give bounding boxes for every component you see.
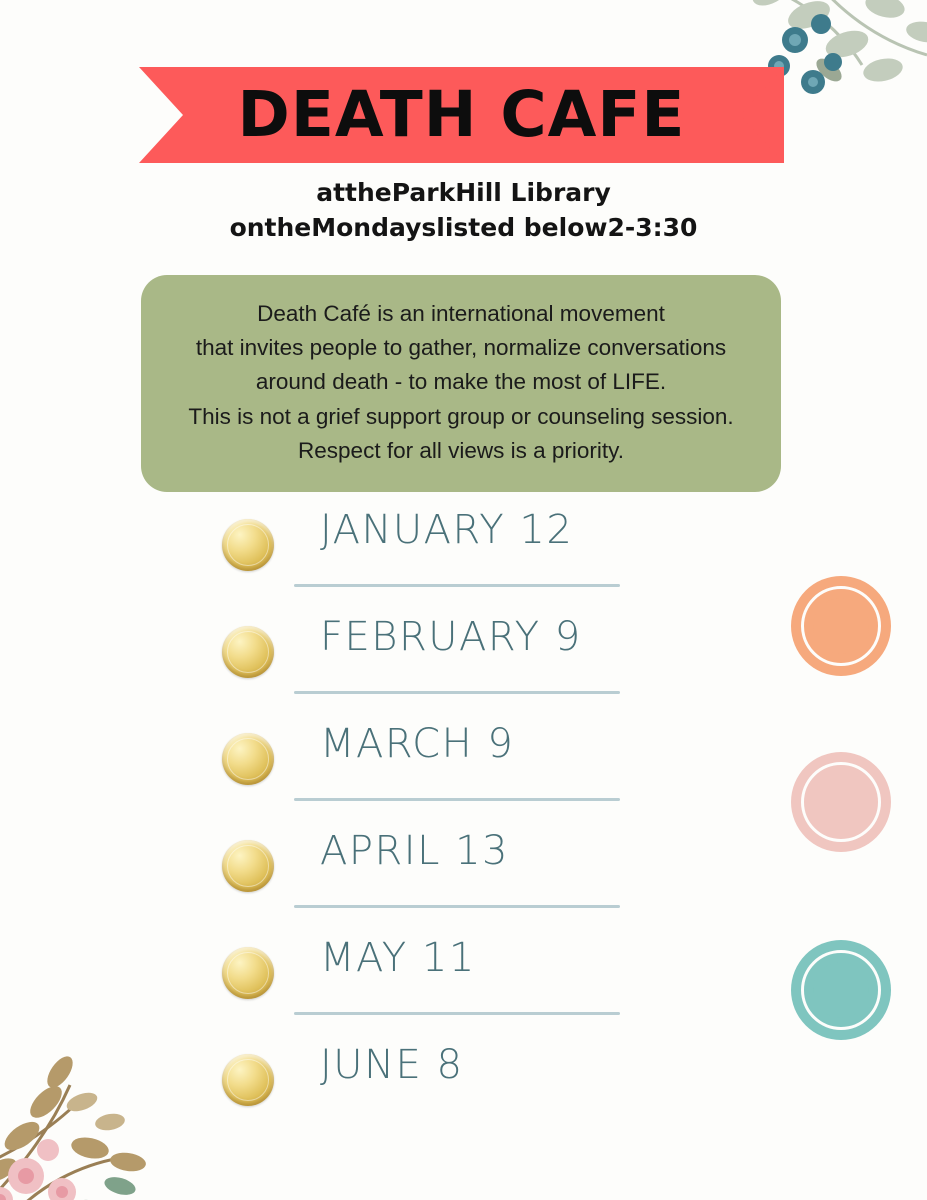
subtitle-line-1: attheParkHill Library [316,178,611,207]
title-ribbon [139,67,784,163]
ring-inner [813,962,869,1018]
date-label: MAY 11 [320,935,476,981]
list-item [214,717,644,824]
ring-inner [813,774,869,830]
gold-coin-icon [222,519,274,571]
divider [294,905,620,908]
gold-coin-icon [222,733,274,785]
ring-inner [813,598,869,654]
date-label: MARCH 9 [320,721,515,767]
date-list [214,503,644,1145]
date-label: APRIL 13 [320,828,509,874]
gold-coin-icon [222,626,274,678]
ring-middle [801,950,881,1030]
list-item [214,1038,644,1145]
description-line-1: Death Café is an international movement [257,301,665,326]
ring-decoration-pink [791,752,891,852]
ring-middle [801,762,881,842]
description-line-2: that invites people to gather, normalize conversations [195,335,727,361]
gold-coin-icon [222,840,274,892]
date-label: JUNE 8 [320,1042,464,1088]
date-label: FEBRUARY 9 [320,614,582,660]
foliage-bottom-left-decoration [0,980,230,1200]
list-item [214,931,644,1038]
description-box [141,275,781,492]
ring-decoration-teal [791,940,891,1040]
divider [294,691,620,694]
gold-coin-icon [222,947,274,999]
subtitle-line-2: ontheMondayslisted below2-3:30 [229,212,698,242]
gold-coin-icon [222,1054,274,1106]
description-line-4: This is not a grief support group or counseling session. [188,403,734,429]
ring-decoration-orange [791,576,891,676]
divider [294,798,620,801]
description-line-5: Respect for all views is a priority. [298,437,624,463]
subtitle-block [0,176,927,245]
page-title: DEATH CAFE [237,77,686,151]
divider [294,584,620,587]
date-label: JANUARY 12 [320,507,574,553]
description-line-3: around death - to make the most of LIFE. [255,369,667,395]
list-item [214,610,644,717]
list-item [214,503,644,610]
ring-middle [801,586,881,666]
divider [294,1012,620,1015]
list-item [214,824,644,931]
